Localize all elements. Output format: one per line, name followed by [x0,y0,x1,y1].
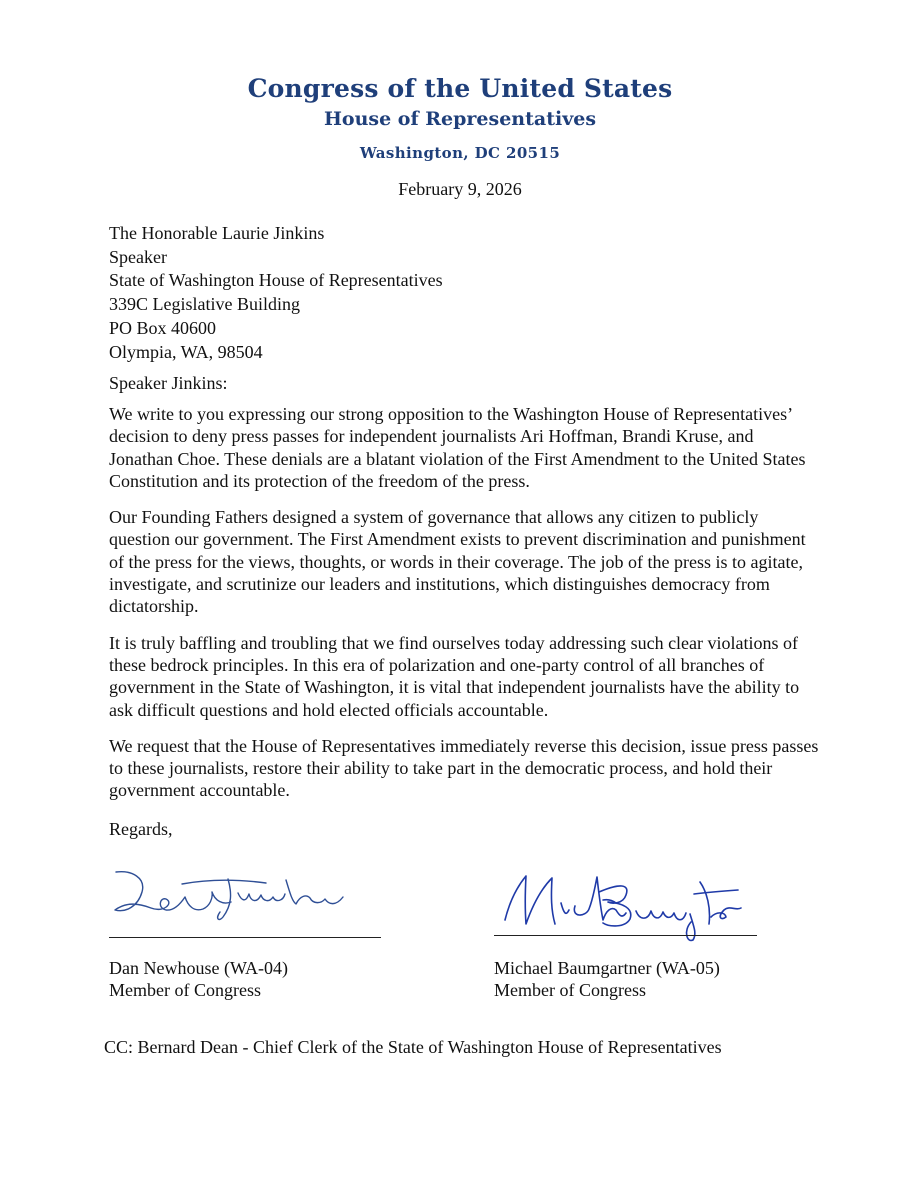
paragraph-founding-fathers: Our Founding Fathers designed a system of governance that allows any citizen to publicly question our government. The First Amendment exists to prevent discrimination and punishment of the press for the views, thoughts, or words in their coverage. The job of the press is to agitate, investigate, and scrutinize our leaders and institutions, which distinguishes democracy from dictatorship. [109,507,806,617]
cc-line: CC: Bernard Dean - Chief Clerk of the State of Washington House of Representatives [104,1037,722,1057]
letter-date: February 9, 2026 [398,179,522,199]
recipient-name: The Honorable Laurie Jinkins [109,223,325,243]
closing: Regards, [109,819,173,839]
signer-block-newhouse [109,957,288,1001]
salutation: Speaker Jinkins: [109,373,228,393]
recipient-organization: State of Washington House of Representatives [109,270,443,291]
letterhead-congress: Congress of the United States [247,74,673,103]
paragraph-principles: It is truly baffling and troubling that we find ourselves today addressing such clear violations of these bedrock principles. In this era of polarization and one-party control of all branches of government in the State of Washington, it is vital that independent journalists have the ability to ask difficult questions and hold elected officials accountable. [109,632,800,720]
signer-title: Member of Congress [109,980,261,1000]
paragraph-request: We request that the House of Representatives immediately reverse this decision, issue press passes to these journalists, restore their ability to take part in the democratic process, and hold their government accountable. [109,735,819,801]
paragraph-opposition: We write to you expressing our strong opposition to the Washington House of Representatives’ decision to deny press passes for independent journalists Ari Hoffman, Brandi Kruse, and Jonathan Choe. These denials are a blatant violation of the First Amendment to the United States Constitution and its protection of the freedom of the press. [109,404,806,491]
signature-line-right [494,935,757,936]
signer-name: Dan Newhouse (WA-04) [109,958,288,978]
recipient-city: Olympia, WA, 98504 [109,341,263,362]
signer-title: Member of Congress [494,980,646,1000]
baumgartner-signature [495,870,745,942]
signer-name: Michael Baumgartner (WA-05) [494,958,720,978]
letterhead-address: Washington, DC 20515 [359,144,561,162]
signer-block-baumgartner [494,957,720,1001]
recipient-building: 339C Legislative Building [109,294,300,315]
letterhead [0,74,920,162]
signature-line-left [109,937,381,938]
letter-body [109,403,821,816]
recipient-po-box: PO Box 40600 [109,317,217,338]
recipient-address [109,222,443,364]
letterhead-house: House of Representatives [323,108,597,130]
newhouse-signature [112,868,347,928]
recipient-title: Speaker [109,246,167,267]
